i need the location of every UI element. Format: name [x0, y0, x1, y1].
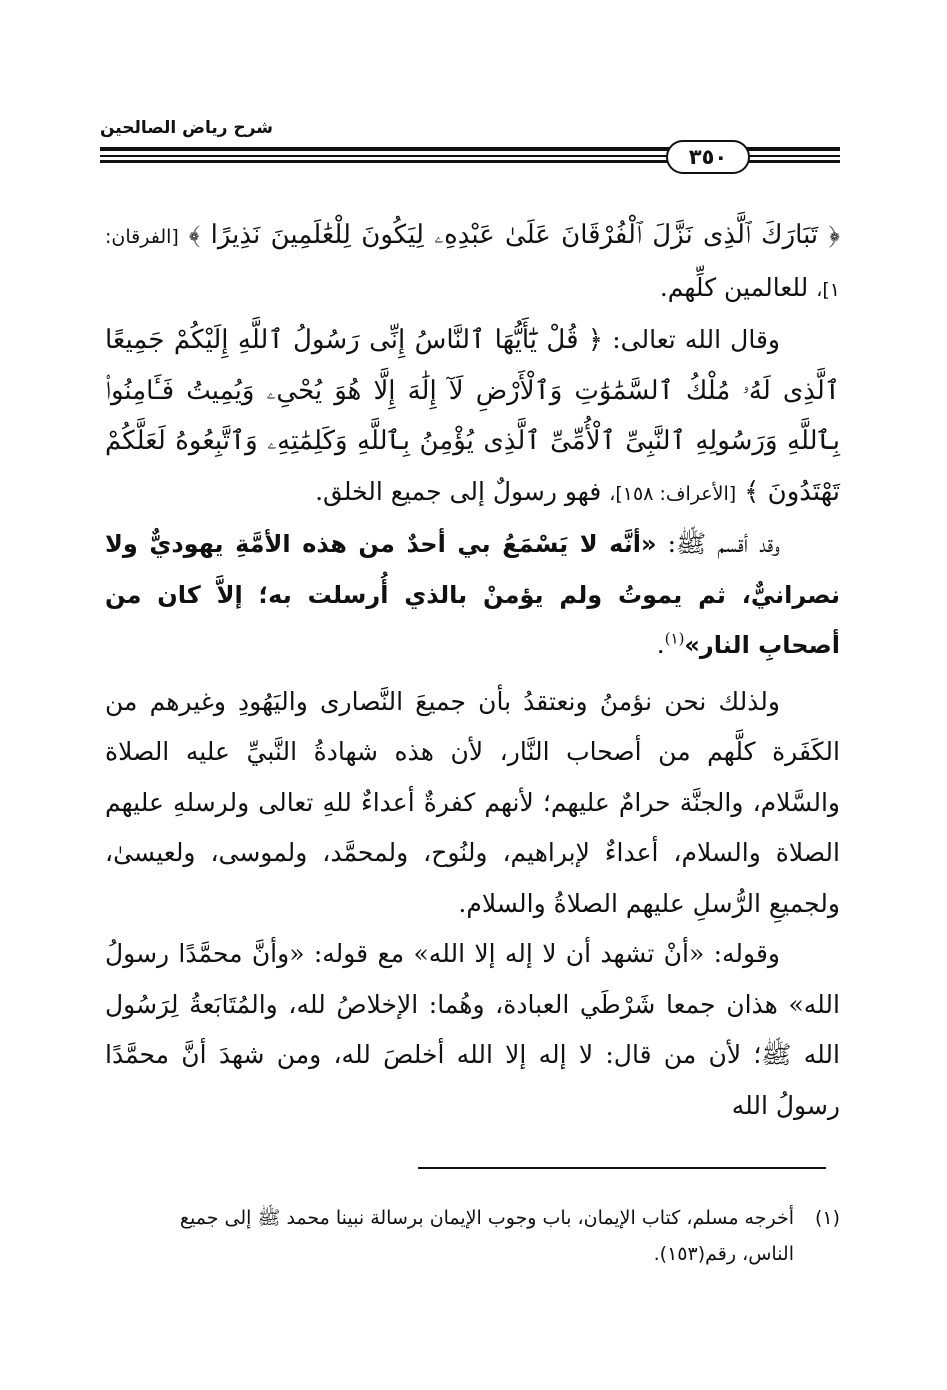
verse-reference: [الأعراف: ١٥٨]،: [609, 482, 737, 505]
verse-reference: [الفرقان: ١]،: [105, 226, 840, 301]
paragraph: ولذلك نحن نؤمنُ ونعتقدُ بأن جميعَ النَّصارى واليَهُودِ وغيرهم من الكَفَرة كلَّهم من أصحاب النَّار، لأن هذه شهادةُ النَّبيِّ عليه الصلاة والسَّلام، والجنَّة حرامٌ عليهم؛ لأنهم كفرةٌ أعداءٌ للهِ تعالى ولرسلهِ عليهم الصلاة والسلام، أعداءٌ لإبراهيم، ولنُوح، ولمحمَّد، ولموسى، ولعيسىٰ، ولجميعِ الرُّسلِ عليهم الصلاةُ والسلام.: [105, 686, 840, 918]
quran-verse: ﴿ تَبَارَكَ ٱلَّذِى نَزَّلَ ٱلْفُرْقَانَ عَلَىٰ عَبْدِهِۦ لِيَكُونَ لِلْعَٰلَمِينَ نَذِيرًا ﴾: [188, 220, 840, 250]
footnote-separator: [418, 1167, 826, 1169]
footnote-text: أخرجه مسلم، كتاب الإيمان، باب وجوب الإيمان برسالة نبينا محمد ﷺ إلى جميع: [179, 1207, 794, 1229]
footnote-marker[interactable]: (١): [664, 629, 685, 648]
footnote-text-continued: الناس، رقم(١٥٣).: [653, 1243, 794, 1265]
paragraph: [105, 519, 840, 671]
hadith-quote: «أنَّه لا يَسْمَعُ بي أحدٌ من هذه الأمَّةِ يهوديٌّ ولا نصرانيٌّ، ثم يموتُ ولم يؤمنْ بالذي أُرسلت به؛ إلاَّ كان من أصحابِ النار»: [105, 530, 840, 659]
footnote: [105, 1200, 840, 1272]
main-text: [105, 210, 840, 1131]
paragraph-text: فهو رسولٌ إلى جميع الخلق.: [315, 476, 602, 506]
paragraph-text: للعالمين كلِّهم.: [659, 272, 809, 302]
quran-verse: ﴿ قُلْ يَٰٓأَيُّهَا ٱلنَّاسُ إِنِّى رَسُولُ ٱللَّهِ إِلَيْكُمْ جَمِيعًا ٱلَّذِى لَهُۥ مُلْكُ ٱلسَّمَٰوَٰتِ وَٱلْأَرْضِ لَآ إِلَٰهَ إِلَّا هُوَ يُحْىِۦ وَيُمِيتُ فَـَٔامِنُوا۟ بِٱللَّهِ وَرَسُولِهِ ٱلنَّبِىِّ ٱلْأُمِّىِّ ٱلَّذِى يُؤْمِنُ بِٱللَّهِ وَكَلِمَٰتِهِۦ وَٱتَّبِعُوهُ لَعَلَّكُمْ تَهْتَدُونَ ﴾: [105, 325, 840, 507]
paragraph-text: .: [656, 630, 665, 659]
paragraph: وقوله: «أنْ تشهد أن لا إله إلا الله» مع قوله: «وأنَّ محمَّدًا رسولُ الله» هذان جمعا شَرْطَي العبادة، وهُما: الإخلاصُ لله، والمُتَابَعةُ لِرَسُول الله ﷺ؛ لأن من قال: لا إله إلا الله أخلصَ لله، ومن شهدَ أنَّ محمَّدًا رسولُ الله: [105, 939, 840, 1120]
paragraph: [105, 315, 840, 519]
paragraph-text: وقد أقسم ﷺ:: [667, 529, 780, 558]
paragraph: [105, 210, 840, 315]
paragraph-text: وقال الله تعالى:: [612, 325, 780, 354]
running-header-title: شرح رياض الصالحين: [100, 118, 274, 138]
page-number: ٣٥٠: [666, 140, 750, 174]
footnote-number: (١): [814, 1207, 840, 1229]
